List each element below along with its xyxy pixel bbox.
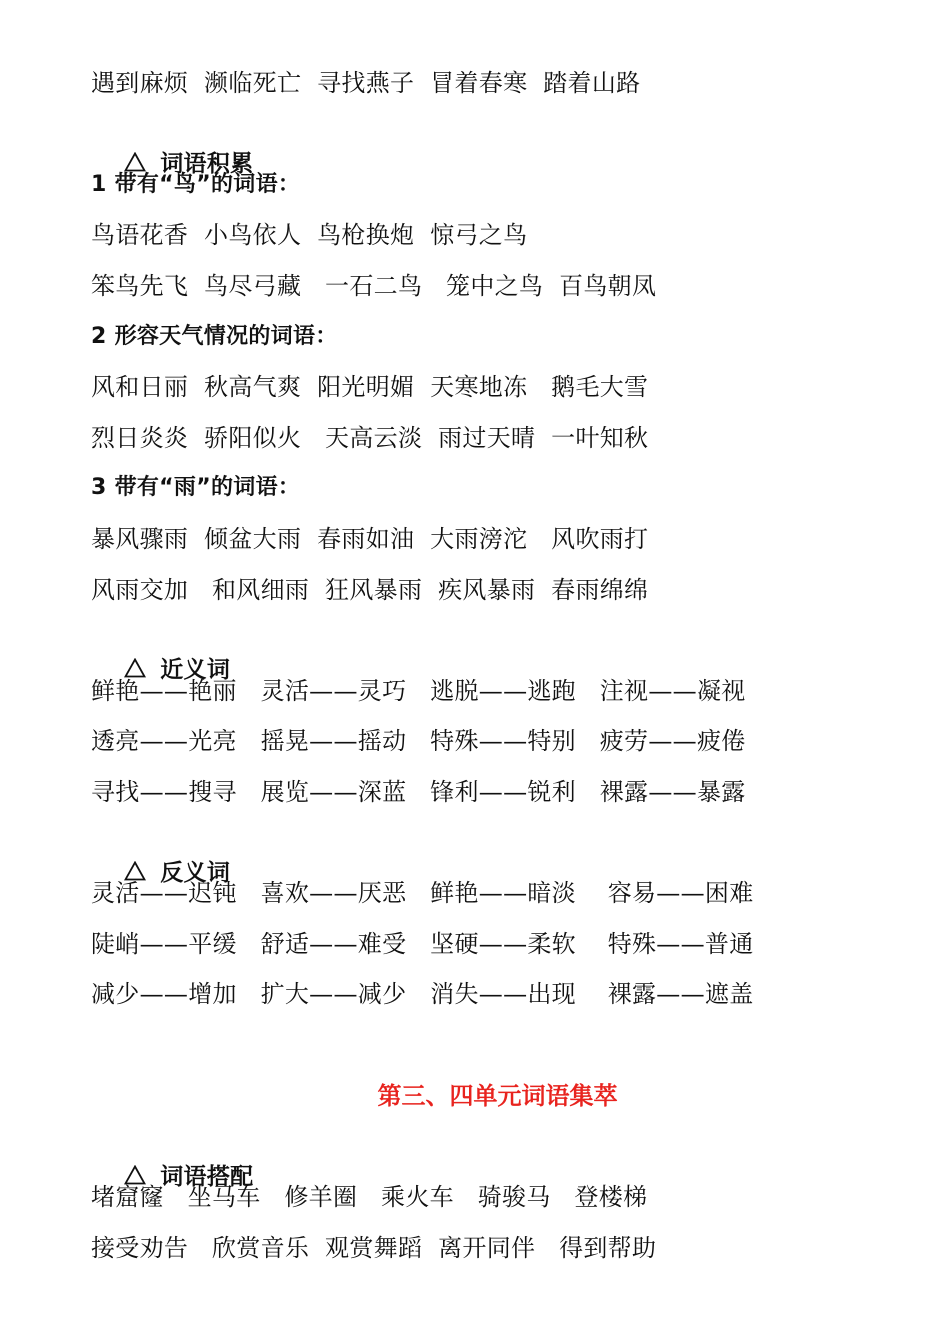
text-line: 笨鸟先飞 鸟尽弓藏 一石二鸟 笼中之鸟 百鸟朝凤	[91, 272, 657, 300]
text-line: 减少——增加 扩大——减少 消失——出现 裸露——遮盖	[91, 980, 754, 1008]
subheading-bird: 1 带有“鸟”的词语：	[91, 172, 301, 197]
heading-label: 词语搭配	[160, 1164, 254, 1190]
section-title: 第三、四单元词语集萃	[377, 1082, 618, 1110]
text-line: 陡峭——平缓 舒适——难受 坚硬——柔软 特殊——普通	[91, 930, 754, 958]
text-line: 暴风骤雨 倾盆大雨 春雨如油 大雨滂沱 风吹雨打	[91, 525, 649, 553]
text-line: 接受劝告 欣赏音乐 观赏舞蹈 离开同伴 得到帮助	[91, 1234, 657, 1262]
text-line: 寻找——搜寻 展览——深蓝 锋利——锐利 裸露——暴露	[91, 778, 746, 806]
text-line: 鸟语花香 小鸟依人 鸟枪换炮 惊弓之鸟	[91, 221, 528, 249]
text-line: 鲜艳——艳丽 灵活——灵巧 逃脱——逃跑 注视——凝视	[91, 677, 746, 705]
subheading-rain: 3 带有“雨”的词语：	[91, 475, 301, 500]
text-line: 风雨交加 和风细雨 狂风暴雨 疾风暴雨 春雨绵绵	[91, 576, 649, 604]
heading-label: 词语积累	[160, 151, 254, 177]
text-line: 灵活——迟钝 喜欢——厌恶 鲜艳——暗淡 容易——困难	[91, 879, 754, 907]
triangle-icon	[124, 152, 146, 172]
text-line: 风和日丽 秋高气爽 阳光明媚 天寒地冻 鹅毛大雪	[91, 373, 649, 401]
text-line: 烈日炎炎 骄阳似火 天高云淡 雨过天晴 一叶知秋	[91, 424, 649, 452]
subheading-weather: 2 形容天气情况的词语：	[91, 324, 338, 349]
heading-label: 反义词	[160, 860, 231, 886]
heading-label: 近义词	[160, 657, 231, 683]
triangle-icon	[124, 658, 146, 678]
text-line: 堵窟窿 坐马车 修羊圈 乘火车 骑骏马 登楼梯	[91, 1183, 648, 1211]
text-line: 透亮——光亮 摇晃——摇动 特殊——特别 疲劳——疲倦	[91, 727, 746, 755]
text-line: 遇到麻烦 濒临死亡 寻找燕子 冒着春寒 踏着山路	[91, 69, 641, 97]
